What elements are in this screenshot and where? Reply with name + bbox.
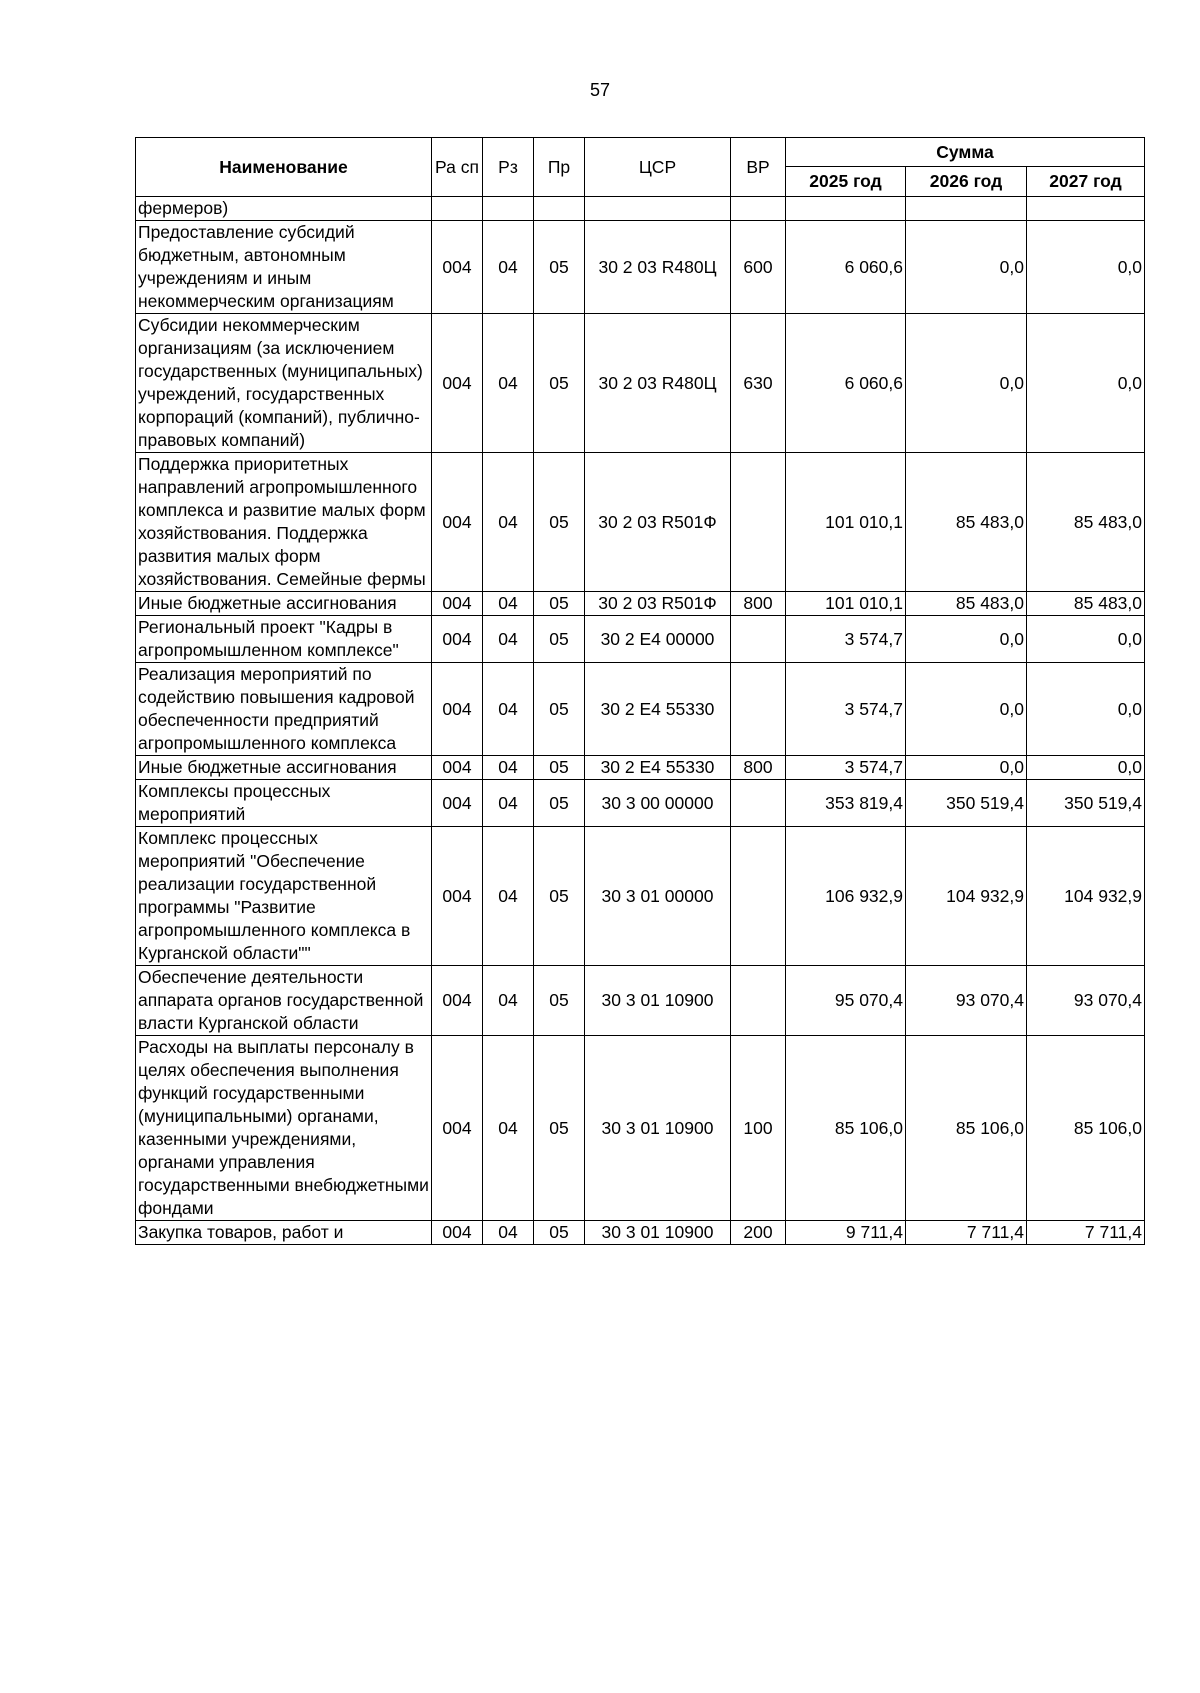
cell-csr: 30 2 E4 00000 xyxy=(585,616,731,663)
cell-vr: 600 xyxy=(731,221,786,314)
header-2025: 2025 год xyxy=(786,167,906,197)
table-row xyxy=(136,780,1145,827)
cell-y2026: 85 106,0 xyxy=(906,1036,1027,1221)
cell-pr: 05 xyxy=(534,314,585,453)
table-body xyxy=(136,197,1145,1245)
cell-rz xyxy=(483,197,534,221)
cell-vr xyxy=(731,616,786,663)
cell-y2025: 101 010,1 xyxy=(786,453,906,592)
cell-rz: 04 xyxy=(483,1221,534,1245)
table-row xyxy=(136,197,1145,221)
cell-y2025: 101 010,1 xyxy=(786,592,906,616)
table-row xyxy=(136,1036,1145,1221)
cell-vr: 800 xyxy=(731,756,786,780)
cell-rasp: 004 xyxy=(432,966,483,1036)
cell-pr: 05 xyxy=(534,827,585,966)
cell-rz: 04 xyxy=(483,592,534,616)
cell-y2027: 85 483,0 xyxy=(1027,453,1145,592)
table-row xyxy=(136,966,1145,1036)
cell-y2027: 93 070,4 xyxy=(1027,966,1145,1036)
cell-y2025: 9 711,4 xyxy=(786,1221,906,1245)
header-pr: Пр xyxy=(534,138,585,197)
cell-rasp: 004 xyxy=(432,1221,483,1245)
cell-csr: 30 3 00 00000 xyxy=(585,780,731,827)
cell-rasp: 004 xyxy=(432,592,483,616)
cell-y2027: 350 519,4 xyxy=(1027,780,1145,827)
cell-y2025: 3 574,7 xyxy=(786,616,906,663)
cell-y2026: 0,0 xyxy=(906,314,1027,453)
cell-rasp: 004 xyxy=(432,221,483,314)
cell-y2025: 6 060,6 xyxy=(786,221,906,314)
cell-y2026: 85 483,0 xyxy=(906,453,1027,592)
cell-name: Иные бюджетные ассигнования xyxy=(136,592,432,616)
cell-pr: 05 xyxy=(534,1221,585,1245)
cell-pr: 05 xyxy=(534,780,585,827)
cell-y2027: 85 483,0 xyxy=(1027,592,1145,616)
cell-y2025: 6 060,6 xyxy=(786,314,906,453)
cell-y2026: 93 070,4 xyxy=(906,966,1027,1036)
cell-csr: 30 2 03 R480Ц xyxy=(585,314,731,453)
cell-y2026: 0,0 xyxy=(906,663,1027,756)
cell-name: Поддержка приоритетных направлений агропромышленного комплекса и развитие малых форм хозяйствования. Поддержка развития малых форм хозяйствования. Семейные фермы xyxy=(136,453,432,592)
cell-y2026: 104 932,9 xyxy=(906,827,1027,966)
header-2026: 2026 год xyxy=(906,167,1027,197)
cell-pr: 05 xyxy=(534,966,585,1036)
cell-y2026: 7 711,4 xyxy=(906,1221,1027,1245)
cell-rz: 04 xyxy=(483,616,534,663)
cell-vr xyxy=(731,780,786,827)
cell-pr: 05 xyxy=(534,1036,585,1221)
cell-name: Комплекс процессных мероприятий "Обеспечение реализации государственной программы "Развитие агропромышленного комплекса в Курганской области"" xyxy=(136,827,432,966)
cell-csr: 30 3 01 10900 xyxy=(585,966,731,1036)
header-csr: ЦСР xyxy=(585,138,731,197)
cell-rasp: 004 xyxy=(432,453,483,592)
cell-rasp: 004 xyxy=(432,616,483,663)
cell-csr: 30 3 01 00000 xyxy=(585,827,731,966)
cell-rasp xyxy=(432,197,483,221)
cell-csr: 30 2 03 R501Ф xyxy=(585,453,731,592)
cell-y2027 xyxy=(1027,197,1145,221)
cell-y2025: 3 574,7 xyxy=(786,663,906,756)
header-name: Наименование xyxy=(136,138,432,197)
header-sum: Сумма xyxy=(786,138,1145,167)
cell-y2025: 85 106,0 xyxy=(786,1036,906,1221)
cell-pr: 05 xyxy=(534,592,585,616)
cell-rz: 04 xyxy=(483,780,534,827)
cell-rz: 04 xyxy=(483,314,534,453)
cell-name: фермеров) xyxy=(136,197,432,221)
cell-y2026: 350 519,4 xyxy=(906,780,1027,827)
cell-vr xyxy=(731,453,786,592)
cell-vr: 630 xyxy=(731,314,786,453)
cell-rasp: 004 xyxy=(432,827,483,966)
header-rasp: Ра сп xyxy=(432,138,483,197)
cell-csr: 30 2 E4 55330 xyxy=(585,756,731,780)
cell-y2026: 0,0 xyxy=(906,756,1027,780)
cell-csr xyxy=(585,197,731,221)
cell-vr xyxy=(731,966,786,1036)
cell-y2025 xyxy=(786,197,906,221)
cell-pr: 05 xyxy=(534,616,585,663)
cell-y2025: 353 819,4 xyxy=(786,780,906,827)
header-rz: Рз xyxy=(483,138,534,197)
cell-y2026: 0,0 xyxy=(906,221,1027,314)
cell-y2026 xyxy=(906,197,1027,221)
table-row xyxy=(136,827,1145,966)
header-vr: ВР xyxy=(731,138,786,197)
cell-vr xyxy=(731,827,786,966)
cell-csr: 30 2 03 R501Ф xyxy=(585,592,731,616)
cell-y2027: 85 106,0 xyxy=(1027,1036,1145,1221)
cell-rz: 04 xyxy=(483,663,534,756)
cell-rz: 04 xyxy=(483,221,534,314)
cell-csr: 30 3 01 10900 xyxy=(585,1036,731,1221)
cell-y2027: 0,0 xyxy=(1027,616,1145,663)
cell-y2027: 104 932,9 xyxy=(1027,827,1145,966)
cell-rz: 04 xyxy=(483,453,534,592)
cell-rz: 04 xyxy=(483,756,534,780)
cell-name: Комплексы процессных мероприятий xyxy=(136,780,432,827)
table-row xyxy=(136,616,1145,663)
cell-y2027: 0,0 xyxy=(1027,221,1145,314)
table-row xyxy=(136,453,1145,592)
cell-pr: 05 xyxy=(534,453,585,592)
cell-pr xyxy=(534,197,585,221)
cell-rz: 04 xyxy=(483,1036,534,1221)
page-number: 57 xyxy=(589,80,611,100)
cell-rasp: 004 xyxy=(432,314,483,453)
header-2027: 2027 год xyxy=(1027,167,1145,197)
cell-name: Обеспечение деятельности аппарата органов государственной власти Курганской области xyxy=(136,966,432,1036)
cell-csr: 30 3 01 10900 xyxy=(585,1221,731,1245)
cell-rasp: 004 xyxy=(432,780,483,827)
budget-table xyxy=(135,137,1145,1245)
cell-name: Реализация мероприятий по содействию повышения кадровой обеспеченности предприятий агропромышленного комплекса xyxy=(136,663,432,756)
cell-name: Предоставление субсидий бюджетным, автономным учреждениям и иным некоммерческим организациям xyxy=(136,221,432,314)
cell-rz: 04 xyxy=(483,966,534,1036)
table-row xyxy=(136,756,1145,780)
cell-y2027: 0,0 xyxy=(1027,314,1145,453)
cell-csr: 30 2 E4 55330 xyxy=(585,663,731,756)
cell-y2025: 106 932,9 xyxy=(786,827,906,966)
cell-rasp: 004 xyxy=(432,663,483,756)
cell-y2025: 3 574,7 xyxy=(786,756,906,780)
table-row xyxy=(136,1221,1145,1245)
cell-vr xyxy=(731,197,786,221)
cell-vr: 800 xyxy=(731,592,786,616)
cell-rz: 04 xyxy=(483,827,534,966)
cell-name: Иные бюджетные ассигнования xyxy=(136,756,432,780)
cell-pr: 05 xyxy=(534,756,585,780)
cell-name: Региональный проект "Кадры в агропромышленном комплексе" xyxy=(136,616,432,663)
cell-pr: 05 xyxy=(534,663,585,756)
cell-y2027: 0,0 xyxy=(1027,756,1145,780)
table-row xyxy=(136,663,1145,756)
cell-csr: 30 2 03 R480Ц xyxy=(585,221,731,314)
cell-vr: 100 xyxy=(731,1036,786,1221)
cell-name: Закупка товаров, работ и xyxy=(136,1221,432,1245)
cell-y2026: 0,0 xyxy=(906,616,1027,663)
cell-rasp: 004 xyxy=(432,756,483,780)
table-row xyxy=(136,314,1145,453)
cell-vr: 200 xyxy=(731,1221,786,1245)
cell-pr: 05 xyxy=(534,221,585,314)
cell-y2027: 0,0 xyxy=(1027,663,1145,756)
table-row xyxy=(136,592,1145,616)
cell-y2026: 85 483,0 xyxy=(906,592,1027,616)
cell-rasp: 004 xyxy=(432,1036,483,1221)
cell-name: Расходы на выплаты персоналу в целях обеспечения выполнения функций государственными (муниципальными) органами, казенными учреждениями, органами управления государственными внебюджетными фондами xyxy=(136,1036,432,1221)
table-row xyxy=(136,221,1145,314)
cell-name: Субсидии некоммерческим организациям (за исключением государственных (муниципальных) учреждений, государственных корпораций (компаний), публично-правовых компаний) xyxy=(136,314,432,453)
cell-vr xyxy=(731,663,786,756)
cell-y2027: 7 711,4 xyxy=(1027,1221,1145,1245)
cell-y2025: 95 070,4 xyxy=(786,966,906,1036)
